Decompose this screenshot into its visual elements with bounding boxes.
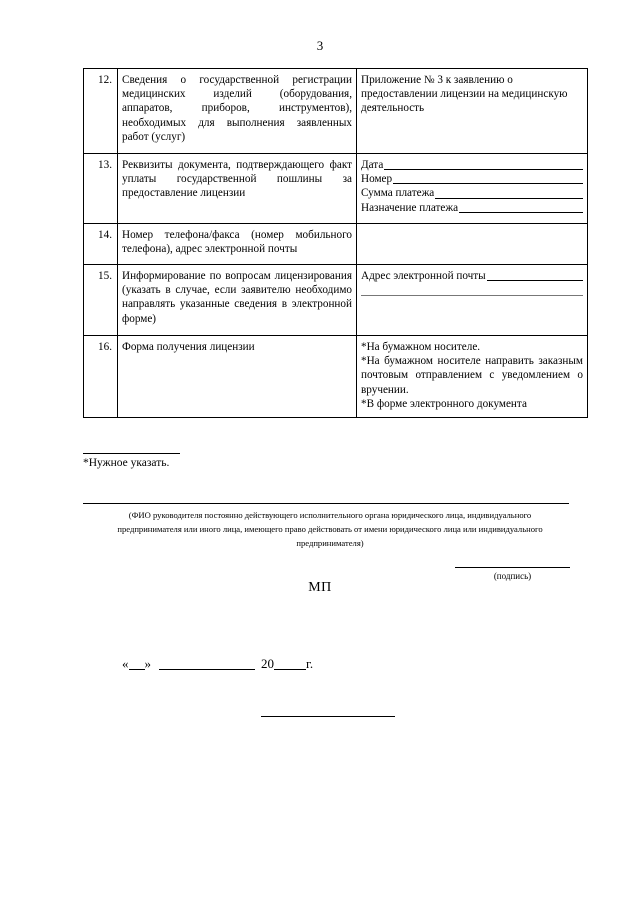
option-electronic[interactable]: *В форме электронного документа (361, 397, 527, 410)
blank-line (459, 201, 583, 213)
payment-date-field[interactable] (361, 158, 583, 172)
signature-line (455, 567, 570, 568)
date-line (122, 656, 313, 672)
email-field[interactable] (361, 269, 583, 283)
row-value (357, 265, 588, 336)
blank-line (487, 269, 583, 281)
row-number: 14. (84, 224, 118, 265)
contact-value-cell[interactable] (357, 224, 588, 265)
row-value (357, 336, 588, 418)
payment-number-field[interactable] (361, 172, 583, 186)
option-paper[interactable]: *На бумажном носителе. (361, 341, 481, 353)
blank-line (361, 285, 583, 296)
open-quote: « (122, 656, 129, 671)
row-label: Реквизиты документа, подтверждающего факт уплаты государственной пошлины за предоставление лицензии (118, 154, 357, 224)
row-label: Номер телефона/факса (номер мобильного телефона), адрес электронной почты (118, 224, 357, 265)
blank-line (384, 158, 583, 170)
table-row (84, 69, 588, 154)
day-blank[interactable] (129, 657, 145, 670)
blank-line (393, 172, 583, 184)
row-label: Форма получения лицензии (118, 336, 357, 418)
year-suffix: г. (306, 656, 314, 671)
table-row (84, 265, 588, 336)
bottom-signature-line (261, 716, 395, 717)
signature-label: (подпись) (493, 571, 532, 581)
page-number: 3 (316, 38, 324, 53)
stamp-placeholder: МП (308, 580, 332, 595)
field-label: Адрес электронной почты (361, 270, 486, 282)
footnote: *Нужное указать. (83, 457, 170, 469)
row-number: 12. (84, 69, 118, 154)
field-label: Сумма платежа (361, 187, 435, 200)
table-row (84, 336, 588, 418)
row-value (357, 69, 588, 154)
field-label: Назначение платежа (361, 201, 459, 214)
row-number: 13. (84, 154, 118, 224)
table-row (84, 224, 588, 265)
row-number: 16. (84, 336, 118, 418)
close-quote: » (144, 656, 151, 671)
row-number: 15. (84, 265, 118, 336)
field-label: Номер (361, 173, 393, 186)
year-prefix: 20 (261, 656, 274, 671)
blank-line (435, 187, 583, 199)
signature-caption: (ФИО руководителя постоянно действующего исполнительного органа юридического лица, индивидуального предпринимателя или иного лица, имеющего право действовать от имени юридического лица или индивидуального предпринимателя) (117, 510, 543, 548)
footnote-rule (83, 453, 180, 454)
application-table (83, 68, 588, 418)
attachment-reference: Приложение № 3 к заявлению о предоставлении лицензии на медицинскую деятельность (361, 74, 568, 115)
row-value (357, 154, 588, 224)
head-name-line (83, 503, 569, 504)
row-label: Сведения о государственной регистрации медицинских изделий (оборудования, аппаратов, приборов, инструментов), необходимых для выполнения заявленных работ (услуг) (118, 69, 357, 154)
row-label: Информирование по вопросам лицензирования (указать в случае, если заявителю необходимо направлять указанные сведения в электронной форме) (118, 265, 357, 336)
field-label: Дата (361, 159, 384, 171)
payment-amount-field[interactable] (361, 186, 583, 200)
option-mail[interactable]: *На бумажном носителе направить заказным почтовым отправлением с уведомлением о вручении. (361, 355, 583, 396)
table-row (84, 154, 588, 224)
year-blank[interactable] (274, 657, 306, 670)
month-blank[interactable] (159, 657, 255, 670)
payment-purpose-field[interactable] (361, 201, 583, 215)
